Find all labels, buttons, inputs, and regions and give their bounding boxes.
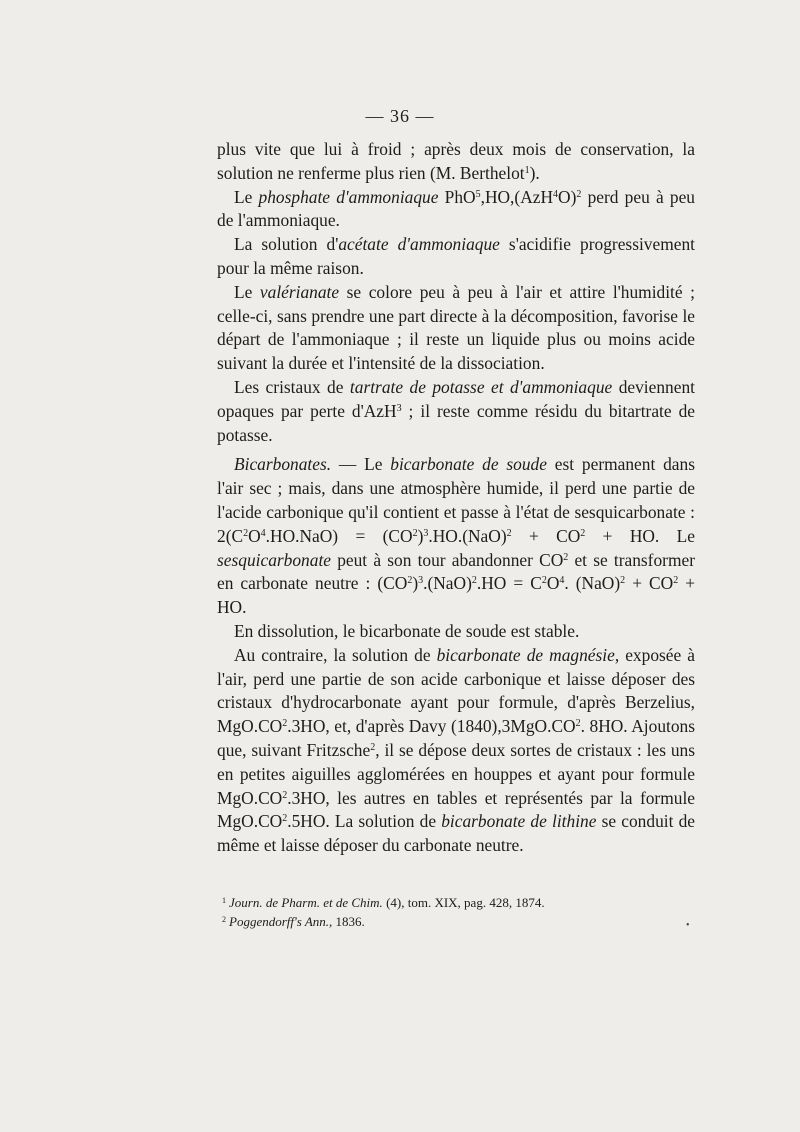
paragraph-5: Les cristaux de tartrate de potasse et d'ammoniaque deviennent opaques par perte d'AzH$^3$ ; il reste comme résidu du bitartrate de potasse. bbox=[217, 376, 695, 445]
paragraph-8: Au contraire, la solution de bicarbonate de magnésie, exposée à l'air, perd une partie de son acide carbonique et laisse déposer des cristaux d'hydrocarbonate ayant pour formule, d'après Berzelius, $MgO.CO^2.3HO$, et, d'après Davy $(1840),3MgO.CO^2$. 8HO. Ajoutons que, suivant Fritzsche$^2$, il se dépose deux sortes de cristaux : les uns en petites aiguilles agglomérées en houppes et ayant pour formule $MgO.CO^2.3HO$, les autres en tables et représentés par la formule $MgO.CO^2.5HO$. La solution de bicarbonate de lithine se conduit de même et laisse déposer du carbonate neutre. bbox=[217, 644, 696, 856]
footnote-2: $^2$ Poggendorff's Ann., 1836. bbox=[222, 914, 365, 929]
paragraph-6: Bicarbonates. — Le bicarbonate de soude est permanent dans l'air sec ; mais, dans une atmosphère humide, il perd une partie de l'acide carbonique qu'il contient et passe à l'état de sesquicarbonate : $2(C^2O^4.HO.NaO) = (CO^2)^3.HO.(NaO)^2 + CO^2$ + HO. Le sesquicarbonate peut à son tour abandonner $CO^2$ et se transformer en carbonate neutre : $(CO^2)^3.(NaO)^2.HO = C^2O^4$. $(NaO)^2 + CO^2$ + HO. bbox=[217, 454, 696, 618]
footnotes bbox=[222, 893, 692, 931]
paragraph-7: En dissolution, le bicarbonate de soude est stable. bbox=[234, 620, 580, 641]
footnote-ref-1: 1 bbox=[524, 164, 530, 176]
body-text bbox=[217, 138, 695, 858]
footnote-1: $^1$ Journ. de Pharm. et de Chim. (4), tom. XIX, pag. 428, 1874. bbox=[222, 895, 545, 910]
paragraph-2: Le phosphate d'ammoniaque $PhO^5,HO,(AzH^4O)^2$ perd peu à peu de l'ammoniaque. bbox=[217, 186, 695, 231]
paragraph-4: Le valérianate se colore peu à peu à l'air et attire l'humidité ; celle-ci, sans prendre une part directe à la décomposition, favorise le départ de l'ammoniaque ; il reste un liquide plus ou moins acide suivant la durée et l'intensité de la dissociation. bbox=[217, 281, 695, 374]
page-number: — 36 — bbox=[365, 106, 435, 126]
margin-mark: • bbox=[686, 920, 690, 931]
footnote-ref-2: 2 bbox=[370, 741, 376, 753]
paragraph-1: plus vite que lui à froid ; après deux mois de conservation, la solution ne renferme plus rien (M. Berthelot$^1$). bbox=[217, 139, 695, 183]
paragraph-3: La solution d'acétate d'ammoniaque s'acidifie progressivement pour la même raison. bbox=[217, 234, 695, 278]
